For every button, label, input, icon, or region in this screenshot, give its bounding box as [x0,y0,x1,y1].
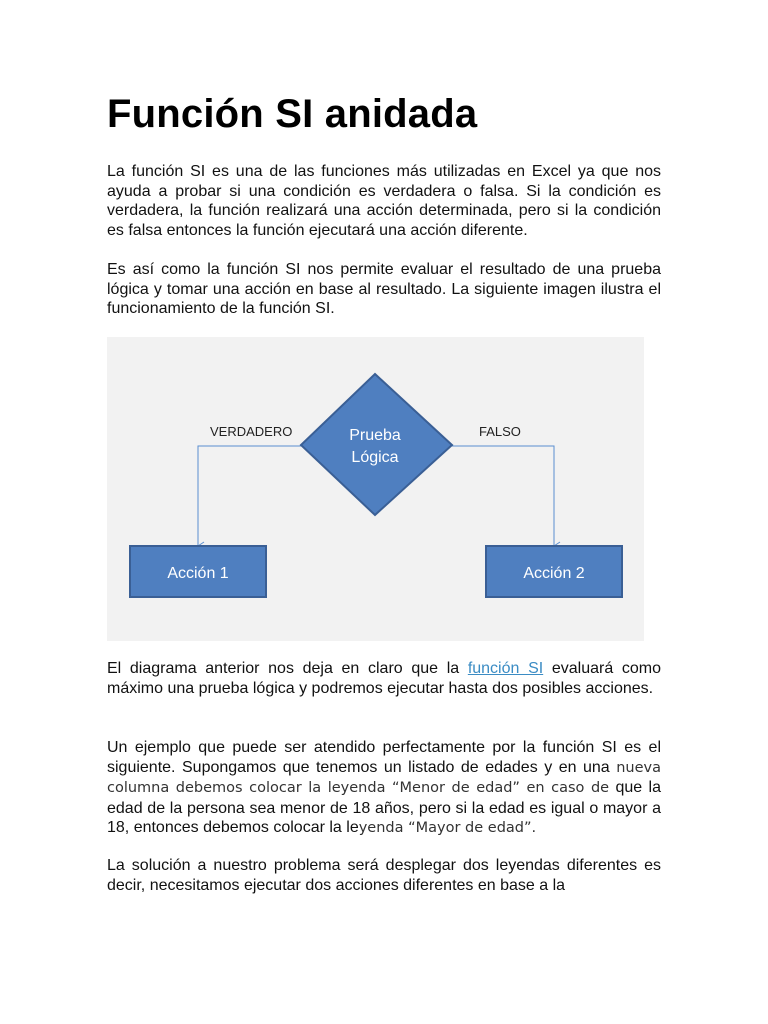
false-branch-label: FALSO [479,424,521,439]
p4-part3: que la edad de la persona sea menor de 18 años, pero si la edad es igual o mayor a 18, entonces debemos colocar la le [107,779,661,837]
paragraph-example [107,738,661,839]
p3-text-before: El diagrama anterior nos deja en claro que la [107,660,468,677]
p4-part4: yenda “Mayor de edad”. [358,820,537,837]
paragraph-diagram-summary [107,659,661,698]
p4-part1: Un ejemplo que puede ser atendido perfectamente por la función SI es el siguiente. Supongamos que tenemos un listado de edades y en una [107,739,661,776]
true-branch-label: VERDADERO [210,424,293,439]
paragraph-solution: La solución a nuestro problema será desplegar dos leyendas diferentes es decir, necesitamos ejecutar dos acciones diferentes en base a la [107,857,661,894]
document-title: Función SI anidada [107,92,478,136]
paragraph-intro: La función SI es una de las funciones más utilizadas en Excel ya que nos ayuda a probar si una condición es verdadera o falsa. Si la condición es verdadera, la función realizará una acción determinada, pero si la condición es falsa entonces la función ejecutará una acción diferente. [107,163,661,239]
paragraph-explanation: Es así como la función SI nos permite evaluar el resultado de una prueba lógica y tomar una acción en base al resultado. La siguiente imagen ilustra el funcionamiento de la función SI. [107,261,661,318]
action-2-label: Acción 2 [523,565,585,582]
funcion-si-link[interactable]: función SI [467,660,544,677]
flowchart-figure [107,337,644,641]
flowchart-svg [107,337,644,641]
p3-text-after: evaluará como máximo una prueba lógica y podremos ejecutar hasta dos posibles acciones. [107,660,662,697]
action-1-label: Acción 1 [167,565,229,582]
decision-label-line1: Prueba [349,427,401,444]
false-branch-connector [452,446,554,546]
decision-diamond [301,374,452,515]
true-branch-connector [198,446,302,546]
p4-part2: nueva columna debemos colocar la leyenda “Menor de edad” en caso de [107,759,661,797]
decision-label-line2: Lógica [351,449,399,466]
